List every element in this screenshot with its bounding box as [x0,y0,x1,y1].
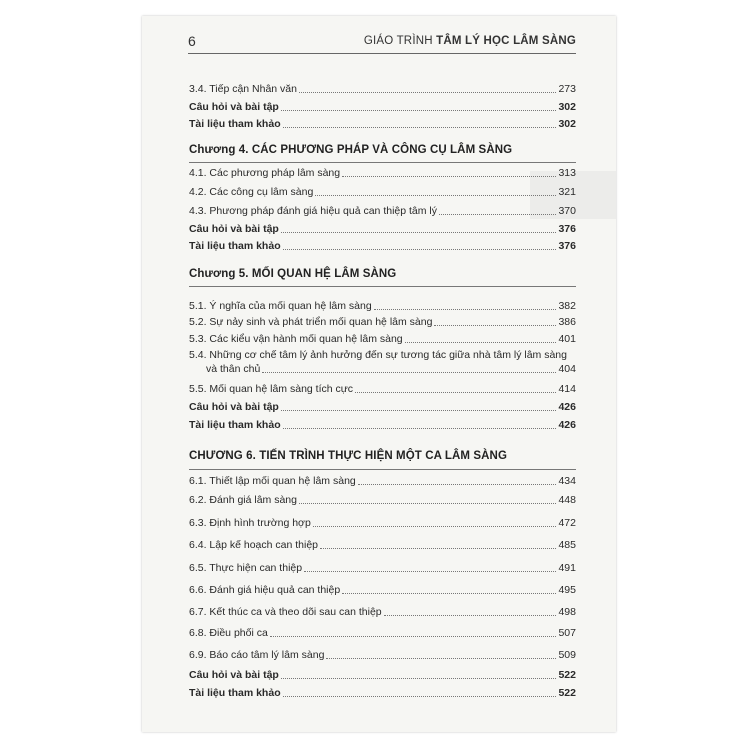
toc-entry-label: Câu hỏi và bài tập [189,101,279,113]
toc-entry-page: 491 [558,562,576,574]
toc-entry[interactable] [189,626,576,640]
toc-entry-label: 5.3. Các kiểu vận hành mối quan hệ lâm sàng [189,333,403,345]
toc-entry-page: 522 [558,687,576,699]
toc-entry-label: 6.8. Điều phối ca [189,627,268,639]
chapter-heading[interactable]: Chương 5. MỐI QUAN HỆ LÂM SÀNG [189,268,397,280]
book-title-main: TÂM LÝ HỌC LÂM SÀNG [436,35,576,47]
book-title [364,35,576,47]
toc-entry-page: 302 [558,101,576,113]
page-header [188,33,576,54]
toc-entry[interactable] [189,605,576,619]
toc-entry-label: Tài liệu tham khảo [189,118,281,130]
dot-leader [374,309,557,310]
toc-entry[interactable] [189,583,576,597]
toc-entry-page: 509 [558,649,576,661]
toc-entry[interactable] [189,185,576,199]
book-page [142,16,616,732]
toc-entry-label: 4.2. Các công cụ lâm sàng [189,186,314,198]
toc-entry[interactable] [189,239,576,253]
dot-leader [405,342,557,343]
chapter-heading[interactable]: CHƯƠNG 6. TIẾN TRÌNH THỰC HIỆN MỘT CA LÂM SÀNG [189,450,508,462]
dot-leader [326,658,556,659]
toc-entry-page: 313 [558,167,576,179]
toc-entry-label: 5.2. Sự nảy sinh và phát triển mối quan hệ lâm sàng [189,316,433,328]
chapter-rule [189,286,576,287]
toc-entry-label: 6.9. Báo cáo tâm lý lâm sàng [189,649,325,661]
toc-entry-page: 321 [558,186,576,198]
toc-entry-page: 302 [558,118,576,130]
dot-leader [342,593,556,594]
dot-leader [439,214,556,215]
toc-entry[interactable] [189,400,576,414]
toc-entry-page: 404 [558,363,576,375]
toc-entry-page: 495 [558,584,576,596]
toc-entry-label: 6.4. Lập kế hoạch can thiệp [189,539,319,551]
toc-entry-label: 6.3. Định hình trường hợp [189,517,311,529]
dot-leader [270,636,557,637]
toc-entry-label: 6.6. Đánh giá hiệu quả can thiệp [189,584,341,596]
toc-entry-page: 370 [558,205,576,217]
dot-leader [320,548,556,549]
toc-entry-label: 5.5. Mối quan hệ lâm sàng tích cực [189,383,354,395]
toc-entry[interactable] [189,222,576,236]
toc-entry-label-continued: và thân chủ [206,363,261,375]
toc-entry[interactable] [189,516,576,530]
toc-entry-label: Câu hỏi và bài tập [189,669,279,681]
dot-leader [313,526,557,527]
toc-entry[interactable] [189,348,576,376]
toc-entry[interactable] [189,493,576,507]
toc-entry[interactable] [189,82,576,96]
toc-entry-page: 426 [558,419,576,431]
page-number: 6 [188,33,196,49]
toc-entry-label: Tài liệu tham khảo [189,419,281,431]
toc-entry-label: 6.1. Thiết lập mối quan hệ lâm sàng [189,475,356,487]
toc-entry-continuation [189,362,576,376]
toc-entry-page: 386 [558,316,576,328]
dot-leader [304,571,556,572]
dot-leader [299,92,556,93]
dot-leader [384,615,557,616]
toc-entry-page: 273 [558,83,576,95]
toc-entry-page: 472 [558,517,576,529]
toc-entry[interactable] [189,561,576,575]
toc-entry-label: 5.1. Ý nghĩa của mối quan hệ lâm sàng [189,300,372,312]
dot-leader [281,232,557,233]
toc-entry[interactable] [189,332,576,346]
toc-entry-page: 498 [558,606,576,618]
dot-leader [342,176,556,177]
dot-leader [283,127,557,128]
toc-entry[interactable] [189,117,576,131]
toc-entry[interactable] [189,315,576,329]
toc-entry-label: 6.5. Thực hiện can thiệp [189,562,303,574]
toc-entry[interactable] [189,204,576,218]
dot-leader [281,110,557,111]
toc-entry-page: 434 [558,475,576,487]
book-title-prefix: GIÁO TRÌNH [363,35,437,47]
dot-leader [283,696,557,697]
toc-entry-page: 507 [558,627,576,639]
toc-entry[interactable] [189,686,576,700]
toc-entry-page: 376 [558,240,576,252]
dot-leader [315,195,556,196]
toc-entry-label: Câu hỏi và bài tập [189,401,279,413]
toc-entry[interactable] [189,299,576,313]
dot-leader [281,410,557,411]
dot-leader [281,678,557,679]
toc-entry[interactable] [189,382,576,396]
toc-entry-page: 401 [558,333,576,345]
toc-entry-label: 3.4. Tiếp cận Nhân văn [189,83,297,95]
dot-leader [358,484,557,485]
chapter-rule [189,469,576,470]
dot-leader [355,392,556,393]
toc-entry-page: 426 [558,401,576,413]
dot-leader [434,325,556,326]
toc-entry-label: 4.3. Phương pháp đánh giá hiệu quả can thiệp tâm lý [189,205,438,217]
toc-entry-label: Tài liệu tham khảo [189,687,281,699]
toc-entry[interactable] [189,418,576,432]
chapter-rule [189,162,576,163]
toc-entry-page: 522 [558,669,576,681]
toc-entry[interactable] [189,474,576,488]
toc-entry[interactable] [189,648,576,662]
toc-entry-label: 5.4. Những cơ chế tâm lý ảnh hưởng đến sự tương tác giữa nhà tâm lý lâm sàng [189,349,567,361]
toc-entry-page: 485 [558,539,576,551]
dot-leader [299,503,556,504]
dot-leader [283,249,557,250]
toc-entry-page: 376 [558,223,576,235]
toc-entry-page: 448 [558,494,576,506]
toc-entry[interactable] [189,166,576,180]
toc-entry-label: Tài liệu tham khảo [189,240,281,252]
dot-leader [283,428,557,429]
dot-leader [262,372,556,373]
toc-entry-label: 6.7. Kết thúc ca và theo dõi sau can thiệp [189,606,382,618]
toc-entry[interactable] [189,538,576,552]
chapter-heading[interactable]: Chương 4. CÁC PHƯƠNG PHÁP VÀ CÔNG CỤ LÂM SÀNG [189,144,513,156]
toc-entry-page: 414 [558,383,576,395]
toc-entry[interactable] [189,668,576,682]
toc-entry-label: 4.1. Các phương pháp lâm sàng [189,167,341,179]
toc-entry[interactable] [189,100,576,114]
toc-entry-label: Câu hỏi và bài tập [189,223,279,235]
toc-entry-page: 382 [558,300,576,312]
toc-entry-label: 6.2. Đánh giá lâm sàng [189,494,297,506]
